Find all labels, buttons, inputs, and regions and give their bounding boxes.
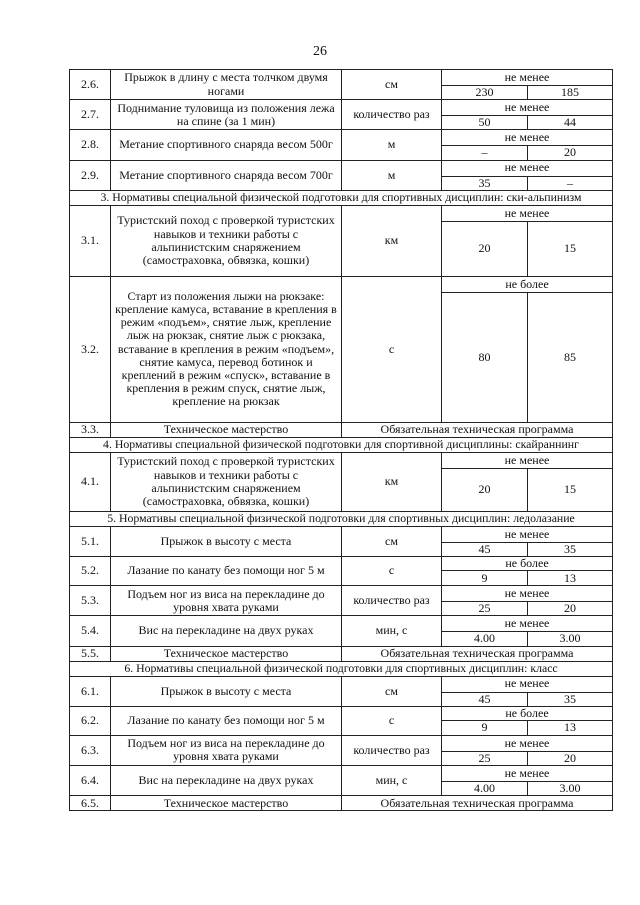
table-row — [70, 616, 613, 632]
value-cell-1: 4.00 — [442, 782, 528, 796]
table-row — [70, 130, 613, 146]
exercise-name: Метание спортивного снаряда весом 500г — [111, 130, 342, 160]
unit-cell: количество раз — [342, 100, 442, 130]
table-row — [70, 100, 613, 116]
qualifier-cell: не менее — [442, 130, 613, 146]
unit-cell: количество раз — [342, 586, 442, 616]
exercise-name: Прыжок в длину с места толчком двумя ногами — [111, 70, 342, 100]
exercise-name: Прыжок в высоту с места — [111, 526, 342, 556]
row-number: 6.5. — [70, 796, 111, 811]
row-number: 6.3. — [70, 735, 111, 765]
table-row — [70, 556, 613, 570]
program-row — [70, 422, 613, 437]
unit-cell: с — [342, 556, 442, 585]
unit-cell: м — [342, 160, 442, 190]
program-text: Обязательная техническая программа — [342, 646, 613, 661]
qualifier-cell: не менее — [442, 452, 613, 468]
value-cell-1: 9 — [442, 571, 528, 586]
unit-cell: количество раз — [342, 735, 442, 765]
table-row — [70, 160, 613, 176]
row-number: 5.2. — [70, 556, 111, 585]
value-cell-2: 13 — [528, 571, 613, 586]
unit-cell: см — [342, 70, 442, 100]
unit-cell: м — [342, 130, 442, 160]
qualifier-cell: не менее — [442, 70, 613, 86]
qualifier-cell: не менее — [442, 160, 613, 176]
value-cell-1: 20 — [442, 221, 528, 276]
value-cell-2: – — [528, 176, 613, 190]
section-header-row — [70, 661, 613, 676]
qualifier-cell: не менее — [442, 526, 613, 542]
value-cell-1: 80 — [442, 292, 528, 422]
exercise-name: Прыжок в высоту с места — [111, 676, 342, 706]
section-header-row — [70, 437, 613, 452]
unit-cell: мин, с — [342, 616, 442, 646]
value-cell-1: 45 — [442, 542, 528, 556]
value-cell-1: 25 — [442, 602, 528, 616]
qualifier-cell: не менее — [442, 616, 613, 632]
table-row — [70, 706, 613, 720]
row-number: 3.1. — [70, 205, 111, 276]
qualifier-cell: не менее — [442, 766, 613, 782]
exercise-name: Поднимание туловища из положения лежа на спине (за 1 мин) — [111, 100, 342, 130]
row-number: 5.4. — [70, 616, 111, 646]
unit-cell: с — [342, 276, 442, 422]
unit-cell: км — [342, 205, 442, 276]
row-number: 2.8. — [70, 130, 111, 160]
qualifier-cell: не менее — [442, 100, 613, 116]
exercise-name: Лазание по канату без помощи ног 5 м — [111, 556, 342, 585]
value-cell-2: 35 — [528, 542, 613, 556]
unit-cell: см — [342, 676, 442, 706]
table-row — [70, 526, 613, 542]
norms-table — [69, 69, 613, 811]
section-title: 6. Нормативы специальной физической подготовки для спортивных дисциплин: класс — [70, 661, 613, 676]
unit-cell: см — [342, 526, 442, 556]
table-row — [70, 735, 613, 751]
value-cell-1: 50 — [442, 116, 528, 130]
exercise-name: Техническое мастерство — [111, 796, 342, 811]
value-cell-1: 45 — [442, 692, 528, 706]
value-cell-2: 13 — [528, 720, 613, 735]
row-number: 3.3. — [70, 422, 111, 437]
row-number: 2.7. — [70, 100, 111, 130]
program-text: Обязательная техническая программа — [342, 796, 613, 811]
value-cell-1: 35 — [442, 176, 528, 190]
section-title: 4. Нормативы специальной физической подготовки для спортивной дисциплины: скайраннинг — [70, 437, 613, 452]
qualifier-cell: не менее — [442, 735, 613, 751]
unit-cell: км — [342, 452, 442, 511]
exercise-name: Подъем ног из виса на перекладине до уровня хвата руками — [111, 586, 342, 616]
exercise-name: Вис на перекладине на двух руках — [111, 616, 342, 646]
value-cell-2: 185 — [528, 86, 613, 100]
table-row — [70, 586, 613, 602]
unit-cell: с — [342, 706, 442, 735]
row-number: 5.3. — [70, 586, 111, 616]
value-cell-2: 3.00 — [528, 632, 613, 646]
qualifier-cell: не более — [442, 706, 613, 720]
table-row — [70, 70, 613, 86]
value-cell-2: 85 — [528, 292, 613, 422]
section-header-row — [70, 190, 613, 205]
table-row — [70, 276, 613, 292]
table-row — [70, 205, 613, 221]
table-row — [70, 452, 613, 468]
value-cell-1: 25 — [442, 751, 528, 765]
value-cell-1: 20 — [442, 468, 528, 511]
exercise-name: Техническое мастерство — [111, 646, 342, 661]
row-number: 4.1. — [70, 452, 111, 511]
table-row — [70, 676, 613, 692]
exercise-name: Туристский поход с проверкой туристских навыков и техники работы с альпинистским снаряжением (самостраховка, обвязка, кошки) — [111, 452, 342, 511]
qualifier-cell: не менее — [442, 676, 613, 692]
value-cell-2: 15 — [528, 221, 613, 276]
row-number: 2.9. — [70, 160, 111, 190]
table-row — [70, 766, 613, 782]
row-number: 3.2. — [70, 276, 111, 422]
unit-cell: мин, с — [342, 766, 442, 796]
value-cell-2: 3.00 — [528, 782, 613, 796]
value-cell-2: 15 — [528, 468, 613, 511]
row-number: 6.2. — [70, 706, 111, 735]
value-cell-1: 9 — [442, 720, 528, 735]
qualifier-cell: не менее — [442, 205, 613, 221]
exercise-name: Лазание по канату без помощи ног 5 м — [111, 706, 342, 735]
row-number: 2.6. — [70, 70, 111, 100]
qualifier-cell: не более — [442, 556, 613, 570]
value-cell-2: 35 — [528, 692, 613, 706]
value-cell-1: 230 — [442, 86, 528, 100]
section-header-row — [70, 511, 613, 526]
exercise-name: Техническое мастерство — [111, 422, 342, 437]
value-cell-2: 44 — [528, 116, 613, 130]
row-number: 6.1. — [70, 676, 111, 706]
qualifier-cell: не более — [442, 276, 613, 292]
row-number: 5.5. — [70, 646, 111, 661]
exercise-name: Подъем ног из виса на перекладине до уровня хвата руками — [111, 735, 342, 765]
exercise-name: Вис на перекладине на двух руках — [111, 766, 342, 796]
program-row — [70, 796, 613, 811]
section-title: 3. Нормативы специальной физической подготовки для спортивных дисциплин: ски-альпинизм — [70, 190, 613, 205]
program-row — [70, 646, 613, 661]
exercise-name: Туристский поход с проверкой туристских навыков и техники работы с альпинистским снаряжением (самостраховка, обвязка, кошки) — [111, 205, 342, 276]
page-number: 26 — [313, 44, 327, 59]
value-cell-2: 20 — [528, 602, 613, 616]
program-text: Обязательная техническая программа — [342, 422, 613, 437]
qualifier-cell: не менее — [442, 586, 613, 602]
value-cell-2: 20 — [528, 146, 613, 160]
exercise-name: Метание спортивного снаряда весом 700г — [111, 160, 342, 190]
section-title: 5. Нормативы специальной физической подготовки для спортивных дисциплин: ледолазание — [70, 511, 613, 526]
row-number: 5.1. — [70, 526, 111, 556]
value-cell-1: 4.00 — [442, 632, 528, 646]
row-number: 6.4. — [70, 766, 111, 796]
exercise-name: Старт из положения лыжи на рюкзаке: крепление камуса, вставание в крепления в режим «подъем», снятие лыж, крепление лыж на рюкзак, снятие лыж с рюкзака, вставание в крепления в режим «подъем», снятие камуса, перевод ботинок и креплений в режим «спуск», вставание в крепления в режим спуск, снятие лыж, крепление на рюкзак — [111, 276, 342, 422]
value-cell-1: – — [442, 146, 528, 160]
value-cell-2: 20 — [528, 751, 613, 765]
